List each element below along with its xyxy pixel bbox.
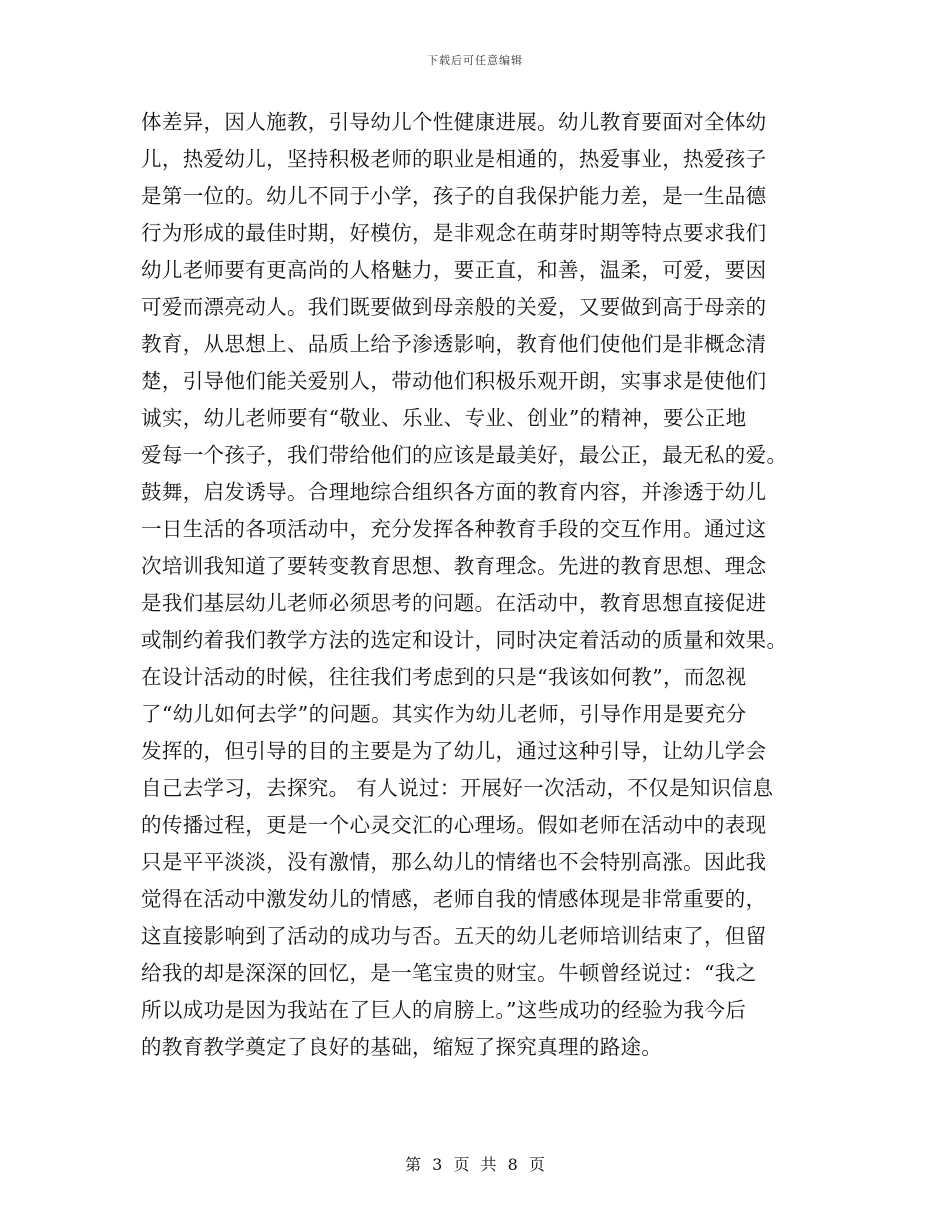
text-line: 只是平平淡淡，没有激情，那么幼儿的情绪也不会特别高涨。因此我 (141, 850, 767, 874)
text-line: 在设计活动的时候，往往我们考虑到的只是“我该如何教”，而忽视 (141, 665, 747, 689)
text-line: 或制约着我们教学方法的选定和设计，同时决定着活动的质量和效果。 (141, 628, 788, 652)
text-line: 鼓舞，启发诱导。合理地综合组织各方面的教育内容，并渗透于幼儿 (141, 480, 767, 504)
text-line: 爱每一个孩子，我们带给他们的应该是最美好，最公正，最无私的爱。 (141, 443, 788, 467)
text-line: 次培训我知道了要转变教育思想、教育理念。先进的教育思想、理念 (141, 554, 767, 578)
text-line: 觉得在活动中激发幼儿的情感，老师自我的情感体现是非常重要的， (141, 887, 767, 911)
text-line: 的教育教学奠定了良好的基础，缩短了探究真理的路途。 (141, 1035, 663, 1059)
text-line: 是我们基层幼儿老师必须思考的问题。在活动中，教育思想直接促进 (141, 591, 767, 615)
text-line: 儿，热爱幼儿，坚持积极老师的职业是相通的，热爱事业，热爱孩子 (141, 147, 767, 171)
text-line: 是第一位的。幼儿不同于小学，孩子的自我保护能力差，是一生品德 (141, 184, 767, 208)
text-line: 了“幼儿如何去学”的问题。其实作为幼儿老师，引导作用是要充分 (141, 702, 747, 726)
text-line: 体差异，因人施教，引导幼儿个性健康进展。幼儿教育要面对全体幼 (141, 110, 767, 134)
text-line: 给我的却是深深的回忆，是一笔宝贵的财宝。牛顿曾经说过：“我之 (141, 961, 757, 985)
text-line: 的传播过程，更是一个心灵交汇的心理场。假如老师在活动中的表现 (141, 813, 767, 837)
text-line: 这直接影响到了活动的成功与否。五天的幼儿老师培训结束了，但留 (141, 924, 767, 948)
text-line: 一日生活的各项活动中，充分发挥各种教育手段的交互作用。通过这 (141, 517, 767, 541)
text-line: 诚实，幼儿老师要有“敬业、乐业、专业、创业”的精神，要公正地 (141, 406, 747, 430)
text-line: 楚，引导他们能关爱别人，带动他们积极乐观开朗，实事求是使他们 (141, 369, 767, 393)
text-line: 行为形成的最佳时期，好模仿，是非观念在萌芽时期等特点要求我们 (141, 221, 767, 245)
page-header: 下载后可任意编辑 (427, 54, 523, 67)
text-line: 发挥的，但引导的目的主要是为了幼儿，通过这种引导，让幼儿学会 (141, 739, 767, 763)
text-line: 可爱而漂亮动人。我们既要做到母亲般的关爱，又要做到高于母亲的 (141, 295, 767, 319)
body-text (141, 104, 811, 1066)
text-line: 所以成功是因为我站在了巨人的肩膀上。”这些成功的经验为我今后 (141, 998, 747, 1022)
page-number: 第 3 页 共 8 页 (405, 1155, 545, 1174)
text-line: 自己去学习，去探究。 有人说过：开展好一次活动，不仅是知识信息 (141, 776, 774, 800)
text-line: 幼儿老师要有更高尚的人格魅力，要正直，和善，温柔，可爱，要因 (141, 258, 767, 282)
text-line: 教育，从思想上、品质上给予渗透影响，教育他们使他们是非概念清 (141, 332, 767, 356)
